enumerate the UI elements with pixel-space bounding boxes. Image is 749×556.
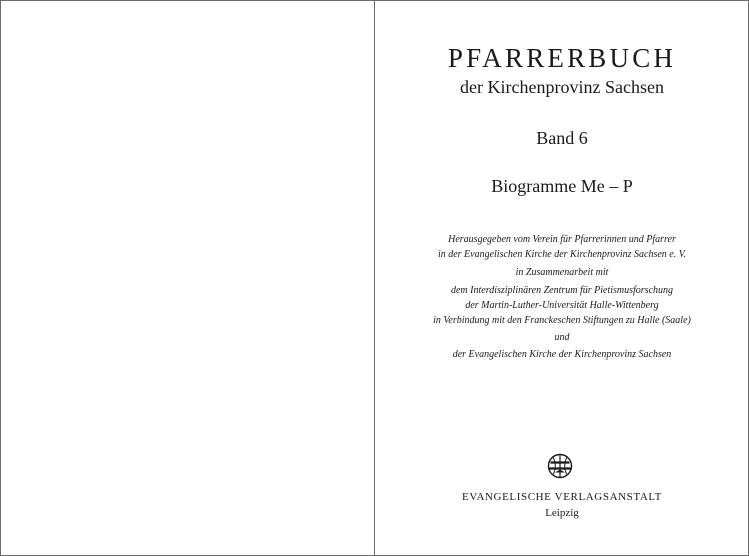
credit-line: Herausgegeben vom Verein für Pfarrerinnen und Pfarrer [448,234,676,245]
credit-line: in der Evangelischen Kirche der Kirchenprovinz Sachsen e. V. [437,249,687,260]
volume-number: Band 6 [536,128,588,148]
series-subtitle: der Kirchenprovinz Sachsen [460,77,664,97]
series-title: PFARRERBUCH [447,43,677,73]
publisher-place: Leipzig [545,507,579,519]
publisher-name: EVANGELISCHE VERLAGSANSTALT [462,491,662,503]
editorial-credits [376,235,748,360]
credit-line: und [554,332,570,343]
credit-line: dem Interdisziplinären Zentrum für Pietismusforschung [450,285,674,296]
left-page-blank [1,1,375,555]
globe-emblem-icon [547,453,573,479]
credit-line: der Martin-Luther-Universität Halle-Wittenberg [465,300,659,311]
volume-title: Biogramme Me – P [491,176,633,196]
credit-line: der Evangelischen Kirche der Kirchenprovinz Sachsen [452,349,672,360]
credit-line: in Zusammenarbeit mit [515,267,609,278]
credit-line: in Verbindung mit den Franckeschen Stiftungen zu Halle (Saale) [433,315,691,326]
title-page [376,1,748,555]
